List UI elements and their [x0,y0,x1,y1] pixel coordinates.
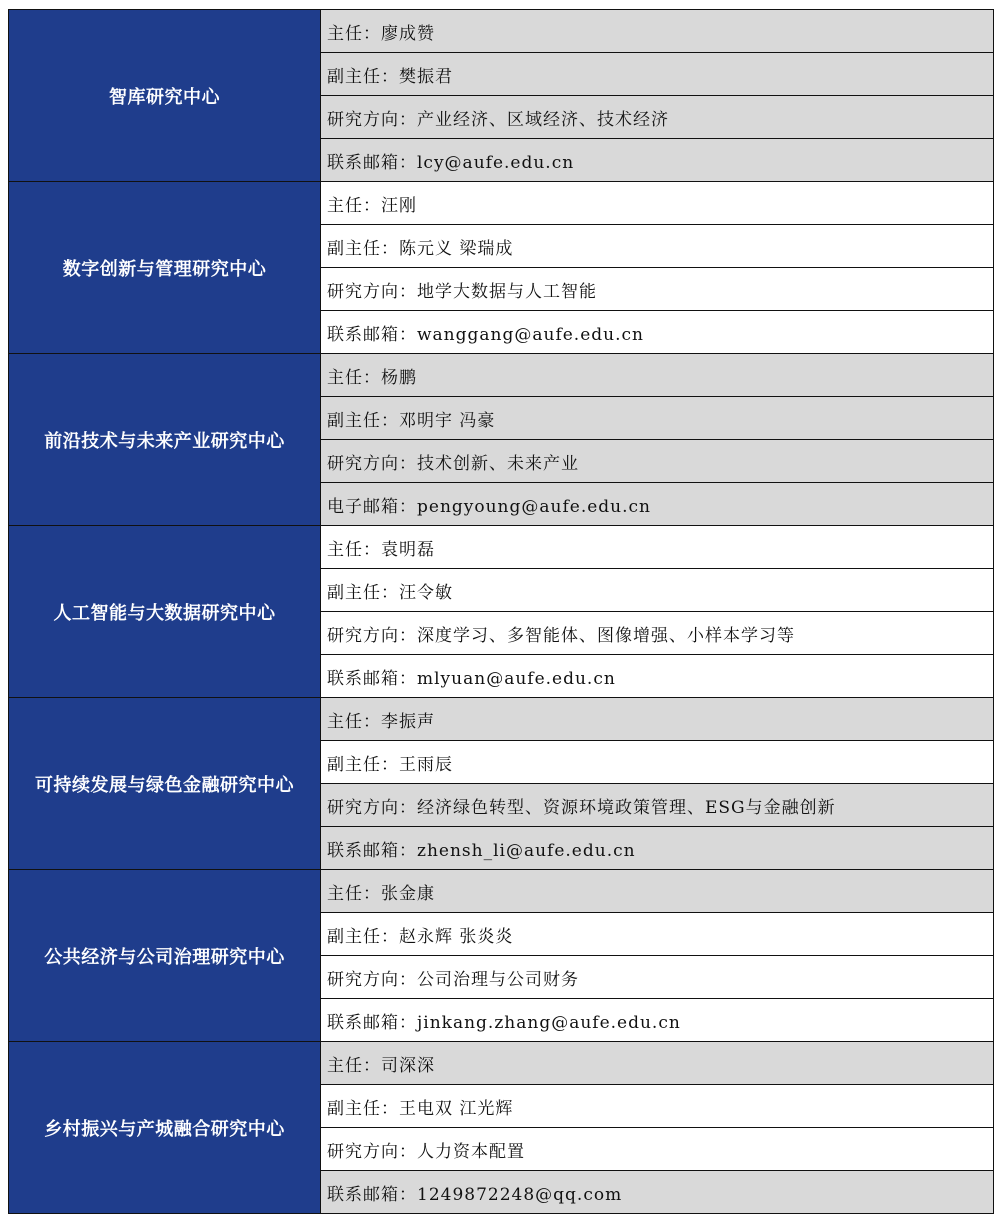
table-row [9,354,994,397]
center-info-cell: 副主任：汪令敏 [321,569,994,612]
center-name-cell: 数字创新与管理研究中心 [9,182,321,354]
center-info-cell: 副主任：樊振君 [321,53,994,96]
research-centers-table [8,9,994,1214]
center-info-cell: 研究方向：人力资本配置 [321,1128,994,1171]
center-name-cell: 公共经济与公司治理研究中心 [9,870,321,1042]
table-body [9,10,994,1214]
center-name-cell: 乡村振兴与产城融合研究中心 [9,1042,321,1214]
center-info-cell: 联系邮箱：zhensh_li@aufe.edu.cn [321,827,994,870]
table-row [9,10,994,53]
center-info-cell: 联系邮箱：lcy@aufe.edu.cn [321,139,994,182]
center-name-cell: 可持续发展与绿色金融研究中心 [9,698,321,870]
center-name-cell: 前沿技术与未来产业研究中心 [9,354,321,526]
center-name-cell: 智库研究中心 [9,10,321,182]
center-info-cell: 研究方向：深度学习、多智能体、图像增强、小样本学习等 [321,612,994,655]
center-info-cell: 联系邮箱：1249872248@qq.com [321,1171,994,1214]
center-info-cell: 主任：李振声 [321,698,994,741]
center-info-cell: 主任：廖成赞 [321,10,994,53]
center-info-cell: 电子邮箱：pengyoung@aufe.edu.cn [321,483,994,526]
center-info-cell: 主任：汪刚 [321,182,994,225]
table-row [9,698,994,741]
center-info-cell: 研究方向：产业经济、区域经济、技术经济 [321,96,994,139]
center-info-cell: 联系邮箱：jinkang.zhang@aufe.edu.cn [321,999,994,1042]
center-info-cell: 副主任：陈元义 梁瑞成 [321,225,994,268]
table-row [9,182,994,225]
table-row [9,870,994,913]
center-info-cell: 主任：张金康 [321,870,994,913]
center-info-cell: 主任：司深深 [321,1042,994,1085]
center-info-cell: 副主任：邓明宇 冯豪 [321,397,994,440]
table-row [9,526,994,569]
center-info-cell: 研究方向：地学大数据与人工智能 [321,268,994,311]
center-info-cell: 联系邮箱：mlyuan@aufe.edu.cn [321,655,994,698]
center-info-cell: 主任：袁明磊 [321,526,994,569]
center-info-cell: 联系邮箱：wanggang@aufe.edu.cn [321,311,994,354]
center-info-cell: 研究方向：公司治理与公司财务 [321,956,994,999]
center-info-cell: 研究方向：经济绿色转型、资源环境政策管理、ESG与金融创新 [321,784,994,827]
center-info-cell: 副主任：王电双 江光辉 [321,1085,994,1128]
table-row [9,1042,994,1085]
center-info-cell: 主任：杨鹏 [321,354,994,397]
center-name-cell: 人工智能与大数据研究中心 [9,526,321,698]
center-info-cell: 副主任：王雨辰 [321,741,994,784]
center-info-cell: 研究方向：技术创新、未来产业 [321,440,994,483]
center-info-cell: 副主任：赵永辉 张炎炎 [321,913,994,956]
